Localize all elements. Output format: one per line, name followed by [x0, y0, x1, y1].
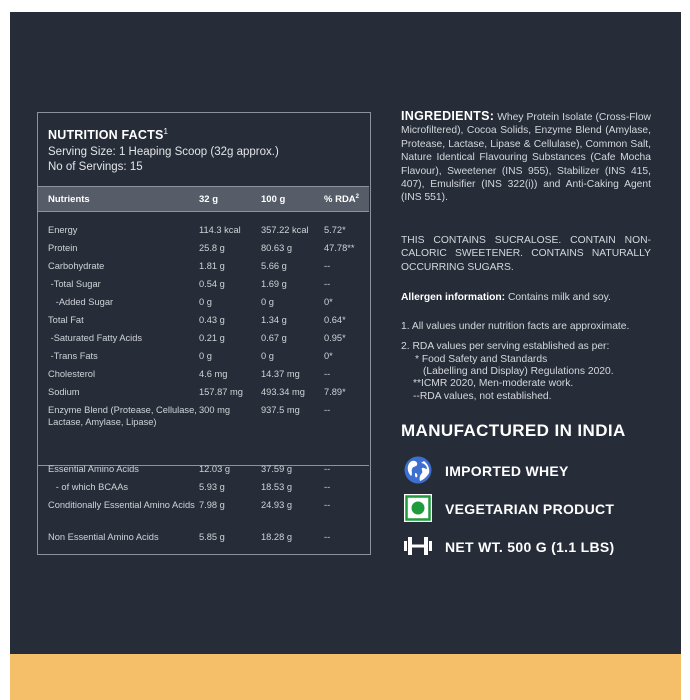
nutrient-name: Conditionally Essential Amino Acids — [48, 500, 195, 510]
footnote-2-sub-3: **ICMR 2020, Men-moderate work. — [413, 378, 574, 389]
allergen-info — [401, 291, 651, 304]
nutrient-name: Energy — [48, 225, 78, 235]
nutrient-name: Carbohydrate — [48, 261, 105, 271]
nutrient-name: Sodium — [48, 387, 80, 397]
value-per-32g: 0 g — [199, 297, 212, 307]
value-rda: 0* — [324, 351, 333, 361]
value-per-100g: 18.28 g — [261, 532, 293, 542]
value-per-100g: 0.67 g — [261, 333, 287, 343]
value-per-32g: 0.54 g — [199, 279, 225, 289]
ingredients-text: Whey Protein Isolate (Cross-Flow Microfiltered), Cocoa Solids, Enzyme Blend (Amylase, Protease, Lactase, Lipase & Cellulase), Common Salt, Nature Identical Flavouring Substances (Cafe Mocha Flavour), Sweetener (INS 955), Stabilizer (INS 415, 407), Emulsifier (INS 322(i)) and Anti-Caking Agent (INS 551). — [401, 112, 651, 204]
number-of-servings: No of Servings: 15 — [48, 161, 143, 173]
bottom-color-strip — [10, 654, 681, 700]
value-per-100g: 1.34 g — [261, 315, 287, 325]
value-per-100g: 5.66 g — [261, 261, 287, 271]
nutrient-name: Enzyme Blend (Protease, Cellulase, Lactase, Amylase, Lipase) — [48, 405, 200, 427]
vegetarian-badge — [401, 493, 661, 523]
nutrient-name: -Added Sugar — [48, 297, 114, 307]
nutrient-name: Protein — [48, 243, 78, 253]
header-nutrients: Nutrients — [48, 194, 90, 205]
value-rda: -- — [324, 279, 331, 289]
value-per-32g: 25.8 g — [199, 243, 225, 253]
footnote-2-sub-4: --RDA values, not established. — [413, 391, 552, 402]
ingredients-heading: INGREDIENTS: — [401, 109, 495, 123]
footnote-2-sub-1: * Food Safety and Standards — [415, 354, 548, 365]
value-per-100g: 0 g — [261, 351, 274, 361]
value-per-100g: 0 g — [261, 297, 274, 307]
value-per-32g: 7.98 g — [199, 500, 225, 510]
nutrient-name: - of which BCAAs — [48, 482, 129, 492]
header-rda: % RDA$^2$ — [324, 194, 360, 206]
net-weight-badge — [401, 531, 661, 561]
value-per-100g: 14.37 mg — [261, 369, 300, 379]
nutrient-name: -Trans Fats — [48, 351, 98, 361]
footnote-2: 2. RDA values per serving established as per: — [401, 341, 610, 352]
header-per-100g: 100 g — [261, 194, 286, 205]
value-rda: -- — [324, 532, 331, 542]
nutrient-name: Essential Amino Acids — [48, 464, 139, 474]
nutrition-facts-box — [37, 112, 371, 555]
nutrient-name: Non Essential Amino Acids — [48, 532, 159, 542]
value-per-100g: 493.34 mg — [261, 387, 305, 397]
value-per-32g: 12.03 g — [199, 464, 231, 474]
value-rda: -- — [324, 482, 331, 492]
nutrient-name: Total Fat — [48, 315, 84, 325]
footnote-2-sub-2: (Labelling and Display) Regulations 2020. — [423, 366, 614, 377]
value-per-100g: 357.22 kcal — [261, 225, 309, 235]
value-rda: -- — [324, 369, 331, 379]
imported-whey-badge — [401, 455, 661, 485]
value-rda: 0.95* — [324, 333, 346, 343]
nutrition-facts-title: NUTRITION FACTS$^1$ — [48, 127, 169, 143]
dumbbell-icon — [403, 531, 433, 561]
value-per-100g: 1.69 g — [261, 279, 287, 289]
value-rda: 47.78** — [324, 243, 355, 253]
value-per-32g: 5.93 g — [199, 482, 225, 492]
vegetarian-label: VEGETARIAN PRODUCT — [445, 501, 615, 517]
value-per-32g: 157.87 mg — [199, 387, 243, 397]
value-rda: -- — [324, 261, 331, 271]
nutrient-name: Cholesterol — [48, 369, 96, 379]
value-rda: -- — [324, 500, 331, 510]
net-weight-label: NET WT. 500 G (1.1 LBS) — [445, 539, 615, 555]
value-rda: 5.72* — [324, 225, 346, 235]
value-rda: 7.89* — [324, 387, 346, 397]
value-per-32g: 0.21 g — [199, 333, 225, 343]
value-per-100g: 24.93 g — [261, 500, 293, 510]
allergen-text: Contains milk and soy. — [508, 292, 611, 303]
globe-icon — [403, 455, 433, 485]
value-per-32g: 0 g — [199, 351, 212, 361]
value-per-100g: 37.59 g — [261, 464, 293, 474]
value-per-100g: 937.5 mg — [261, 405, 300, 415]
allergen-label: Allergen information: — [401, 292, 506, 303]
header-per-32g: 32 g — [199, 194, 219, 205]
value-per-32g: 300 mg — [199, 405, 231, 415]
ingredients-paragraph — [401, 110, 651, 205]
value-rda: -- — [324, 464, 331, 474]
value-per-100g: 80.63 g — [261, 243, 293, 253]
value-per-32g: 0.43 g — [199, 315, 225, 325]
nutrient-name: -Total Sugar — [48, 279, 101, 289]
vegetarian-symbol-icon — [403, 493, 433, 523]
value-per-100g: 18.53 g — [261, 482, 293, 492]
value-per-32g: 114.3 kcal — [199, 225, 241, 235]
footnote-1: 1. All values under nutrition facts are approximate. — [401, 321, 630, 332]
nutrient-name: -Saturated Fatty Acids — [48, 333, 143, 343]
imported-whey-label: IMPORTED WHEY — [445, 463, 569, 479]
value-rda: 0* — [324, 297, 333, 307]
value-per-32g: 5.85 g — [199, 532, 225, 542]
value-per-32g: 4.6 mg — [199, 369, 228, 379]
manufactured-in-india: MANUFACTURED IN INDIA — [401, 421, 626, 440]
nutrition-table-header — [38, 186, 369, 212]
sucralose-note: THIS CONTAINS SUCRALOSE. CONTAIN NON-CALORIC SWEETENER. CONTAINS NATURALLY OCCURRING SUGARS. — [401, 235, 651, 273]
value-rda: -- — [324, 405, 331, 415]
value-rda: 0.64* — [324, 315, 346, 325]
serving-size: Serving Size: 1 Heaping Scoop (32g approx.) — [48, 146, 279, 158]
value-per-32g: 1.81 g — [199, 261, 225, 271]
